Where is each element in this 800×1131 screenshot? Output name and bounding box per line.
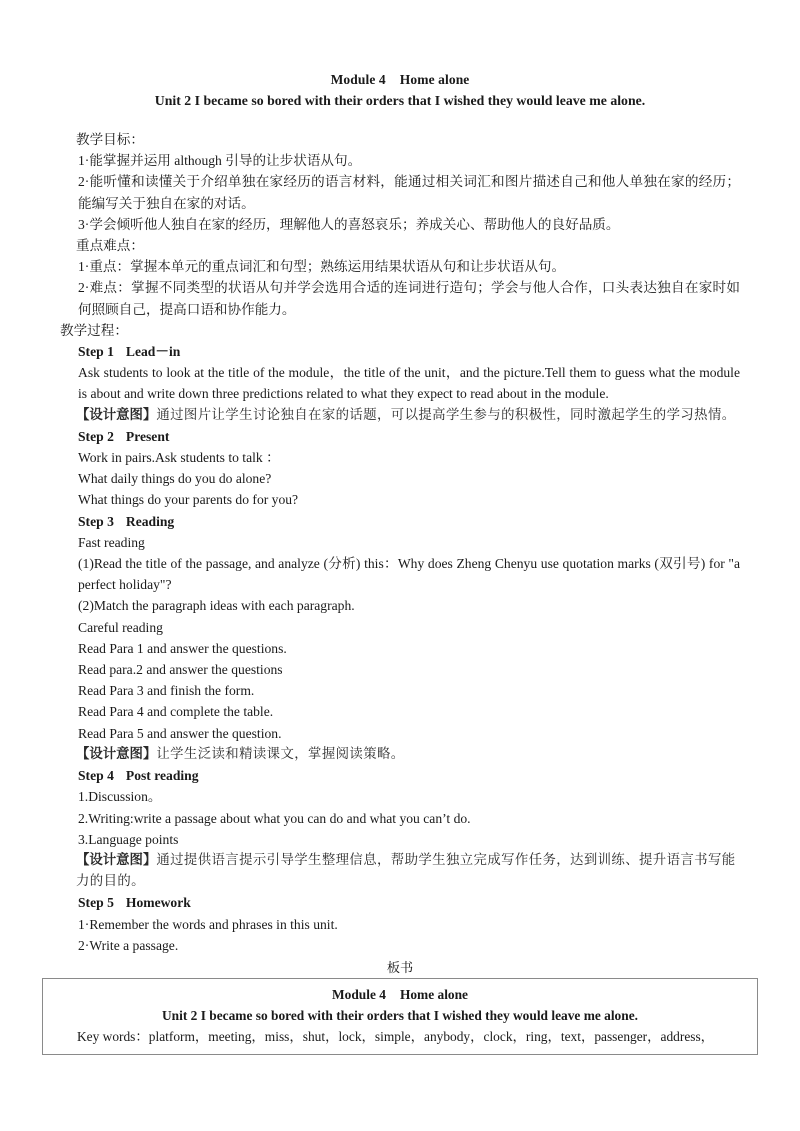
step-3-name: Reading bbox=[125, 513, 175, 529]
step-5-label: Step 5 bbox=[78, 895, 114, 911]
process-heading: 教学过程： bbox=[60, 322, 128, 338]
step-4-line-3: 3.Language points bbox=[78, 831, 179, 847]
step-4-label: Step 4 bbox=[78, 768, 114, 784]
step-2-heading bbox=[60, 426, 740, 447]
step-2-line-1: Work in pairs.Ask students to talk ： bbox=[78, 450, 280, 466]
step-5-line-1: 1·Remember the words and phrases in this unit. bbox=[78, 916, 338, 932]
step-3-design-intent bbox=[60, 744, 740, 765]
keywords-label: Key words： bbox=[77, 1028, 149, 1044]
step-1-line-1: Ask students to look at the title of the module，the title of the unit，and the picture.Tell them to guess what the module is about and write down three predictions related to what they expect to read about in the module. bbox=[78, 365, 740, 402]
page-title bbox=[60, 70, 740, 90]
blackboard-keywords-line bbox=[51, 1026, 749, 1047]
step-3-line-8: Read Para 4 and complete the table. bbox=[78, 704, 274, 720]
design-intent-tag: 【设计意图】 bbox=[76, 851, 157, 868]
key-difficulties-item-1: 1·重点：掌握本单元的重点词汇和句型；熟练运用结果状语从句和让步状语从句。 bbox=[78, 259, 566, 275]
design-intent-tag: 【设计意图】 bbox=[76, 406, 157, 423]
step-1-label: Step 1 bbox=[78, 344, 114, 360]
title-module: Module 4 bbox=[330, 72, 386, 87]
step-3-label: Step 3 bbox=[78, 513, 114, 529]
key-difficulties-item-2: 2·难点：掌握不同类型的状语从句并学会选用合适的连词进行造句；学会与他人合作，口头表达独自在家时如何照顾自己，提高口语和协作能力。 bbox=[78, 280, 740, 317]
step-3-line-2: (1)Read the title of the passage, and analyze (分析) this：Why does Zheng Chenyu use quotation marks (双引号) for "a perfect holiday"? bbox=[78, 556, 740, 593]
blackboard-title bbox=[51, 985, 749, 1005]
design-intent-text: 通过图片让学生讨论独自在家的话题，可以提高学生参与的积极性，同时激起学生的学习热情。 bbox=[156, 407, 736, 423]
title-name: Home alone bbox=[399, 72, 470, 87]
blackboard-title-name: Home alone bbox=[399, 986, 468, 1002]
step-4-line-1: 1.Discussion。 bbox=[78, 789, 162, 805]
step-5-heading bbox=[60, 892, 740, 913]
design-intent-tag: 【设计意图】 bbox=[76, 745, 157, 762]
document-body bbox=[60, 70, 740, 1055]
blackboard-design-box bbox=[42, 978, 758, 1055]
step-4-heading bbox=[60, 765, 740, 786]
step-3-line-4: Careful reading bbox=[78, 619, 163, 635]
step-4-line-2: 2.Writing:write a passage about what you can do and what you can’t do. bbox=[78, 810, 471, 826]
step-3-heading bbox=[60, 511, 740, 532]
blackboard-subtitle: Unit 2 I became so bored with their orders that I wished they would leave me alone. bbox=[162, 1007, 638, 1023]
step-1-heading bbox=[60, 341, 740, 362]
step-5-line-2: 2·Write a passage. bbox=[78, 937, 179, 953]
objectives-item-1: 1·能掌握并运用 although 引导的让步状语从句。 bbox=[78, 153, 362, 169]
step-1-name: Lead－in bbox=[125, 344, 181, 360]
blackboard-title-module: Module 4 bbox=[332, 986, 386, 1002]
step-2-label: Step 2 bbox=[78, 428, 114, 444]
step-3-line-1: Fast reading bbox=[78, 534, 145, 550]
step-3-line-6: Read para.2 and answer the questions bbox=[78, 662, 283, 678]
step-1-design-intent bbox=[60, 405, 740, 426]
objectives-item-2: 2·能听懂和读懂关于介绍单独在家经历的语言材料，能通过相关词汇和图片描述自己和他人单独在家的经历；能编写关于独自在家的对话。 bbox=[78, 174, 740, 211]
step-3-line-9: Read Para 5 and answer the question. bbox=[78, 725, 282, 741]
step-2-name: Present bbox=[125, 428, 170, 444]
keywords-list: platform，meeting，miss，shut，lock，simple，anybody，clock，ring，text，passenger，address， bbox=[148, 1028, 715, 1044]
page-subtitle: Unit 2 I became so bored with their orders that I wished they would leave me alone. bbox=[154, 93, 646, 108]
step-2-line-3: What things do your parents do for you? bbox=[78, 492, 299, 508]
objectives-heading: 教学目标： bbox=[76, 132, 144, 147]
step-3-line-5: Read Para 1 and answer the questions. bbox=[78, 640, 287, 656]
design-intent-text: 让学生泛读和精读课文，掌握阅读策略。 bbox=[156, 746, 405, 762]
step-3-line-3: (2)Match the paragraph ideas with each paragraph. bbox=[78, 598, 355, 614]
step-5-name: Homework bbox=[125, 895, 191, 911]
step-2-line-2: What daily things do you do alone? bbox=[78, 471, 272, 487]
design-intent-text: 通过提供语言提示引导学生整理信息，帮助学生独立完成写作任务，达到训练、提升语言书写能力的目的。 bbox=[76, 852, 736, 890]
step-4-design-intent bbox=[60, 850, 740, 892]
step-3-line-7: Read Para 3 and finish the form. bbox=[78, 683, 255, 699]
step-4-name: Post reading bbox=[125, 768, 199, 784]
blackboard-label: 板书 bbox=[386, 959, 414, 975]
objectives-item-3: 3·学会倾听他人独自在家的经历，理解他人的喜怒哀乐；养成关心、帮助他人的良好品质。 bbox=[78, 216, 620, 232]
key-difficulties-heading: 重点难点： bbox=[76, 238, 144, 254]
